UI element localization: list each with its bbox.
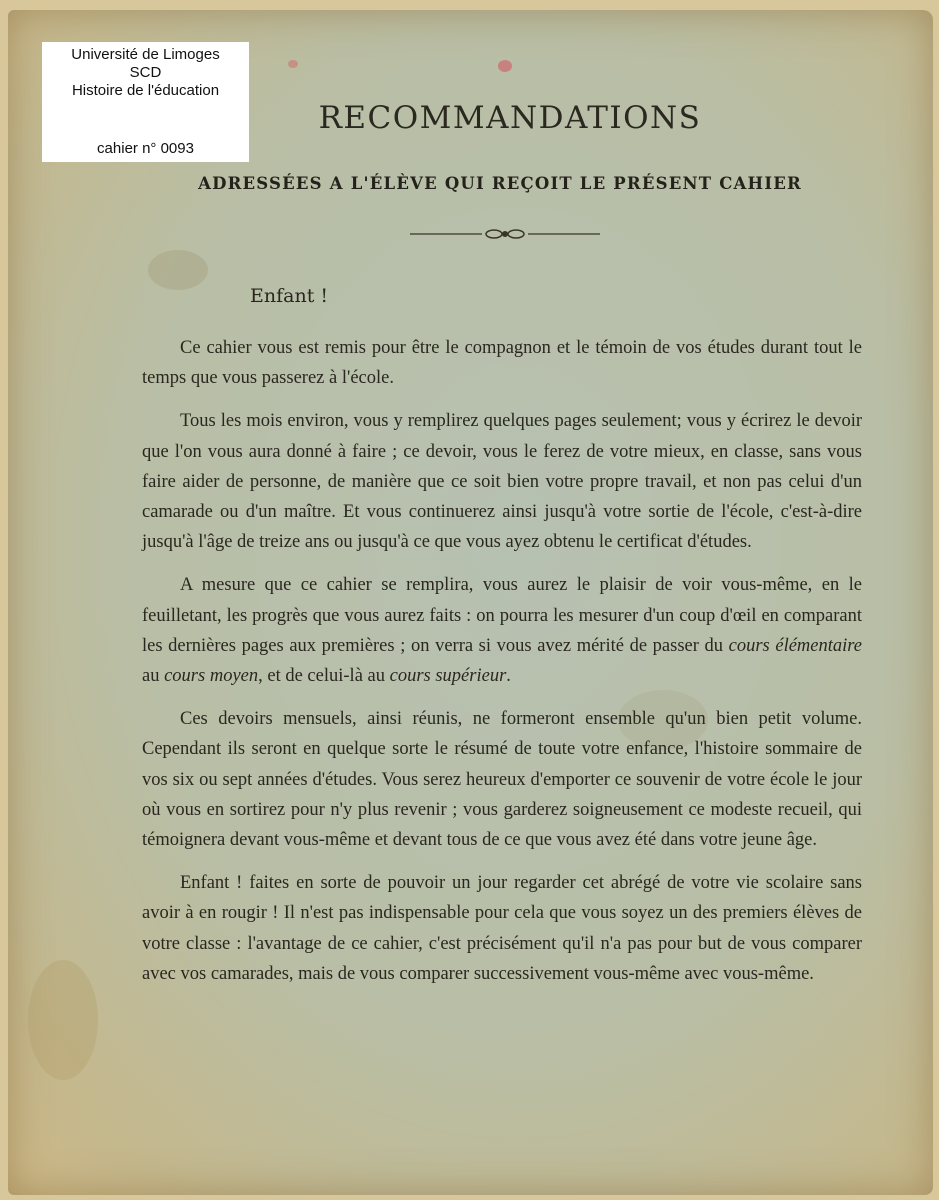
paragraph-3-join2: , et de celui-là au — [258, 666, 390, 687]
paragraph-4: Ces devoirs mensuels, ainsi réunis, ne formeront ensemble qu'un bien petit volume. Cependant ils seront en quelque sorte le résumé de toute votre enfance, l'histoire sommaire de vos six ou sept années d'études. Vous serez heureux d'emporter ce souvenir de votre école le jour où vous en sortirez pour n'y plus revenir ; vous garderez soigneusement ce modeste recueil, qui témoignera devant vous-même et devant tous de ce que vous avez été dans votre jeune âge. — [142, 709, 862, 851]
paragraph-2: Tous les mois environ, vous y remplirez quelques pages seulement; vous y écrirez le devoir que l'on vous aura donné à faire ; ce devoir, vous le ferez de votre mieux, en classe, sans vous faire aider de personne, de manière que ce soit bien votre propre travail, et non pas celui d'un camarade ou d'un maître. Et vous continuerez ainsi jusqu'à votre sortie de l'école, c'est-à-dire jusqu'à l'âge de treize ans ou jusqu'à ce que vous ayez obtenu le certificat d'études. — [142, 411, 862, 553]
paragraph-3-end: . — [506, 666, 511, 687]
paragraph-1: Ce cahier vous est remis pour être le compagnon et le témoin de vos études durant tout le temps que vous passerez à l'école. — [142, 338, 862, 389]
archive-label — [42, 42, 249, 162]
archive-label-collection: Histoire de l'éducation — [71, 82, 220, 99]
paragraph-3-text: A mesure que ce cahier se remplira, vous aurez le plaisir de voir vous-même, en le feuilletant, les progrès que vous aurez faits : on pourra les mesurer d'un coup d'œil en comparant les dernières pages aux premières ; on verra si vous avez mérité de passer du — [142, 575, 862, 656]
flourish-ornament-icon — [410, 224, 600, 244]
cours-moyen: cours moyen — [164, 666, 259, 687]
archive-label-scd: SCD — [129, 64, 162, 81]
paragraph-3-join1: au — [142, 666, 165, 687]
salutation: Enfant ! — [250, 285, 329, 307]
archive-label-cahier-number: cahier n° 0093 — [97, 140, 194, 157]
cours-elementaire: cours élémentaire — [728, 635, 863, 656]
paragraph-3 — [142, 570, 862, 691]
cours-superieur: cours supérieur — [389, 666, 507, 687]
archive-label-institution: Université de Limoges — [71, 46, 220, 63]
recommendations-text — [142, 333, 862, 1002]
page-title: RECOMMANDATIONS — [318, 100, 702, 136]
page-subtitle: ADRESSÉES A L'ÉLÈVE QUI REÇOIT LE PRÉSENT CAHIER — [198, 174, 802, 193]
paragraph-5: Enfant ! faites en sorte de pouvoir un jour regarder cet abrégé de votre vie scolaire sans avoir à en rougir ! Il n'est pas indispensable pour cela que vous soyez un des premiers élèves de votre classe : l'avantage de ce cahier, c'est précisément qu'il n'a pas pour but de vous comparer avec vos camarades, mais de vous comparer successivement vous-même avec vous-même. — [142, 873, 862, 984]
